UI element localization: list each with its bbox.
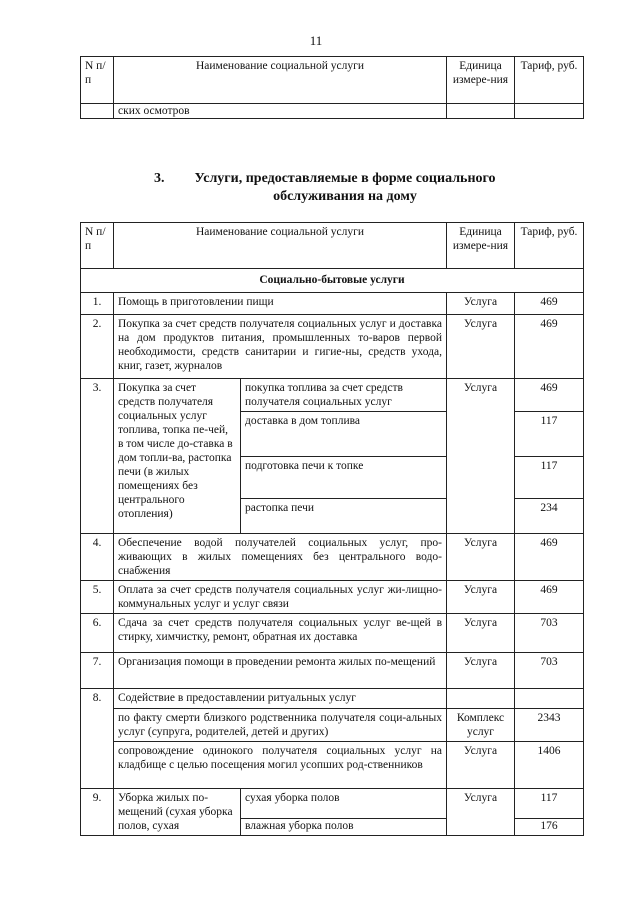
sub-item-name: по факту смерти близкого родственника получателя соци-альных услуг (супруга, родителей, детей и других) [114, 709, 447, 742]
sub-item-tariff: 117 [515, 412, 584, 457]
header-tariff: Тариф, руб. [515, 223, 584, 269]
header-num: N п/п [81, 223, 114, 269]
row-name: Покупка за счет средств получателя социальных услуг топлива, топка пе-чей, в том числе до-ставка в дом топли-ва, растопка печи (в жилых помещениях без центрального отопления) [114, 379, 241, 534]
row-tariff: 469 [515, 581, 584, 614]
row-unit: Услуга [447, 379, 515, 534]
row-unit: Услуга [447, 293, 515, 315]
row-tariff: 703 [515, 653, 584, 689]
sub-item-name: влажная уборка полов [241, 818, 447, 836]
row-name: Уборка жилых по-мещений (сухая уборка полов, сухая [114, 789, 241, 836]
row-unit: Услуга [447, 653, 515, 689]
sub-item-unit: Услуга [447, 742, 515, 789]
row-name: Покупка за счет средств получателя социальных услуг и доставка на дом продуктов питания, промышленных то-варов первой необходимости, средств санитарии и гигие-ны, средств ухода, книг, газет, журналов [114, 315, 447, 379]
row-num: 6. [81, 614, 114, 653]
row-unit: Услуга [447, 315, 515, 379]
sub-item-tariff: 2343 [515, 709, 584, 742]
row-name: Оплата за счет средств получателя социальных услуг жи-лищно-коммунальных услуг и услуг связи [114, 581, 447, 614]
row-tariff: 703 [515, 614, 584, 653]
services-table [80, 222, 584, 836]
row-tariff: 469 [515, 293, 584, 315]
header-name: Наименование социальной услуги [114, 57, 447, 104]
sub-item-name: сопровождение одинокого получателя социальных услуг на кладбище с целью посещения могил усопших род-ственников [114, 742, 447, 789]
sub-item-tariff: 234 [515, 499, 584, 534]
sub-item-name: растопка печи [241, 499, 447, 534]
cell-empty [447, 104, 515, 119]
row-name: Сдача за счет средств получателя социальных услуг ве-щей в стирку, химчистку, ремонт, обратная их доставка [114, 614, 447, 653]
cell-empty [447, 689, 515, 709]
header-name: Наименование социальной услуги [114, 223, 447, 269]
row-name: Помощь в приготовлении пищи [114, 293, 447, 315]
sub-item-name: подготовка печи к топке [241, 457, 447, 499]
row-name: Обеспечение водой получателей социальных услуг, про-живающих в жилых помещениях без центрального водо-снабжения [114, 534, 447, 581]
page-number: 11 [309, 33, 323, 48]
row-unit: Услуга [447, 581, 515, 614]
sub-item-tariff: 117 [515, 789, 584, 819]
sub-item-tariff: 117 [515, 457, 584, 499]
sub-item-name: доставка в дом топлива [241, 412, 447, 457]
row-unit: Услуга [447, 534, 515, 581]
continuation-text: ских осмотров [114, 104, 447, 119]
header-tariff: Тариф, руб. [515, 57, 584, 104]
sub-item-unit: Комплекс услуг [447, 709, 515, 742]
sub-item-tariff: 176 [515, 818, 584, 836]
header-num: N п/п [81, 57, 114, 104]
row-tariff: 469 [515, 534, 584, 581]
cell-empty [515, 104, 584, 119]
row-num: 5. [81, 581, 114, 614]
row-name: Содействие в предоставлении ритуальных услуг [114, 689, 447, 709]
subsection-title: Социально-бытовые услуги [81, 269, 584, 293]
row-num: 4. [81, 534, 114, 581]
row-unit: Услуга [447, 614, 515, 653]
continuation-table [80, 56, 584, 119]
row-tariff: 469 [515, 315, 584, 379]
header-unit: Единица измере-ния [447, 57, 515, 104]
sub-item-name: покупка топлива за счет средств получателя социальных услуг [241, 379, 447, 412]
row-num: 8. [81, 689, 114, 789]
cell-empty [81, 104, 114, 119]
sub-item-tariff: 1406 [515, 742, 584, 789]
row-name: Организация помощи в проведении ремонта жилых по-мещений [114, 653, 447, 689]
row-num: 3. [81, 379, 114, 534]
row-num: 2. [81, 315, 114, 379]
row-num: 9. [81, 789, 114, 836]
sub-item-name: сухая уборка полов [241, 789, 447, 819]
sub-item-tariff: 469 [515, 379, 584, 412]
cell-empty [515, 689, 584, 709]
row-num: 7. [81, 653, 114, 689]
section-number: 3. [154, 171, 165, 186]
row-num: 1. [81, 293, 114, 315]
section-heading [120, 170, 540, 206]
section-title-text: Услуги, предоставляемые в форме социального обслуживания на дому [194, 171, 496, 204]
row-unit: Услуга [447, 789, 515, 836]
header-unit: Единица измере-ния [447, 223, 515, 269]
